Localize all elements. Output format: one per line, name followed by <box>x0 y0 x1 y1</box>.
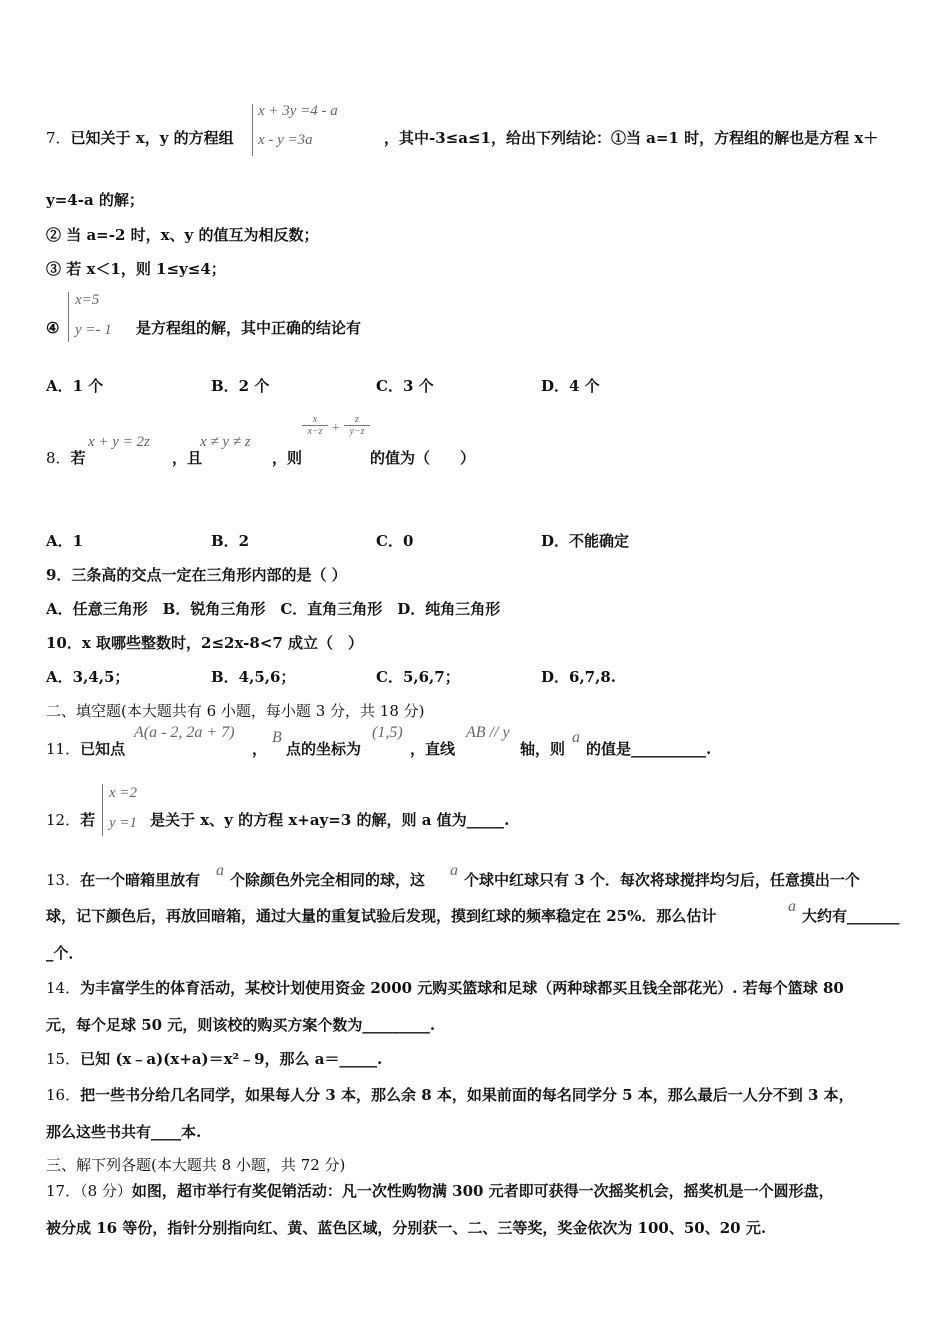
q8-plus: + <box>331 421 341 436</box>
q7-c4-eq1: x=5 <box>75 292 100 308</box>
q11-t4: 轴，则 <box>520 740 566 758</box>
q13-line3: _个． <box>46 944 84 962</box>
q11-line-ab: AB // y <box>466 724 510 741</box>
section-3-heading: 三、解下列各题(本大题共 8 小题，共 72 分) <box>46 1156 346 1174</box>
q17-line2: 被分成 16 等份，指针分别指向红、黄、蓝色区域，分别获一、二、三等奖，奖金依次为 100、50、20 元. <box>46 1219 767 1237</box>
q13-var-a-3: a <box>788 898 796 915</box>
q16-number: 16． <box>46 1086 81 1104</box>
q10-option-b[interactable]: B．4,5,6； <box>211 668 296 686</box>
q13-t2: 个除颜色外完全相同的球，这 <box>230 871 426 889</box>
q11-var-a: a <box>572 729 580 746</box>
q13-var-a-1: a <box>216 862 224 879</box>
q10-option-d[interactable]: D．6,7,8. <box>541 668 616 686</box>
q7-conclusion-4-text: 是方程组的解，其中正确的结论有 <box>136 319 362 337</box>
q12-eq1: x =2 <box>109 785 138 801</box>
q8-fraction-2-numerator: z <box>355 414 359 425</box>
q13-t1: 在一个暗箱里放有 <box>80 871 201 889</box>
q8-option-b[interactable]: B．2 <box>211 532 250 550</box>
q8-mid: ，且 <box>172 449 203 467</box>
q11-point-b: B <box>272 729 282 746</box>
q8-postfix: 的值为（ ） <box>370 449 476 467</box>
q7-prefix: 已知关于 x，y 的方程组 <box>70 129 234 147</box>
q7-conclusion-4-mark: ④ <box>46 319 60 337</box>
q7-system-brace <box>252 104 253 156</box>
q14-line2: 元，每个足球 50 元，则该校的购买方案个数为_________. <box>46 1016 436 1034</box>
q13-line2b: 大约有_______ <box>802 907 900 925</box>
q8-fraction-2 <box>344 414 370 437</box>
q13-t3: 个球中红球只有 3 个．每次将球搅拌均匀后，任意摸出一个 <box>464 871 860 889</box>
q14-line1: 为丰富学生的体育活动，某校计划使用资金 2000 元购买篮球和足球（两种球都买且钱全部花光）. 若每个篮球 80 <box>80 979 844 997</box>
q7-option-d[interactable]: D．4 个 <box>541 377 600 395</box>
q8-option-a[interactable]: A．1 <box>46 532 84 550</box>
q12-number: 12． <box>46 811 81 829</box>
q11-t1: ， <box>252 740 268 758</box>
q7-conclusion-2: ② 当 a=-2 时，x、y 的值互为相反数； <box>46 226 319 244</box>
q13-number: 13． <box>46 871 81 889</box>
q15-stem <box>46 1049 382 1069</box>
q11-point-a: A(a - 2, 2a + 7) <box>134 724 235 741</box>
q12-prefix: 若 <box>80 811 96 829</box>
q7-postfix: ，其中-3≤a≤1，给出下列结论：①当 a=1 时，方程组的解也是方程 x＋ <box>384 129 879 147</box>
q11-t3: ，直线 <box>410 740 456 758</box>
q7-c4-eq2: y =- 1 <box>75 322 112 338</box>
q11-number: 11． <box>46 740 81 758</box>
q8-fraction-1-numerator: x <box>312 414 318 425</box>
q7-option-a[interactable]: A．1 个 <box>46 377 104 395</box>
q7-number: 7． <box>46 129 71 147</box>
q8-fraction-2-denominator: y−z <box>344 425 370 437</box>
q17-number: 17．（8 分） <box>46 1182 132 1200</box>
q12-eq2: y =1 <box>109 815 138 831</box>
q16-line1: 把一些书分给几名同学，如果每人分 3 本，那么余 8 本，如果前面的每名同学分 5 本，那么最后一人分不到 3 本， <box>80 1086 854 1104</box>
q11-prefix: 已知点 <box>80 740 126 758</box>
q9-options[interactable]: A．任意三角形 B．锐角三角形 C．直角三角形 D．纯角三角形 <box>46 600 501 618</box>
q13-var-a-2: a <box>450 862 458 879</box>
q7-c4-brace <box>68 292 69 342</box>
q10-option-a[interactable]: A．3,4,5； <box>46 668 130 686</box>
q8-math-condition-2: x ≠ y ≠ z <box>200 434 251 450</box>
q11-t2: 点的坐标为 <box>286 740 362 758</box>
q8-fraction-1-denominator: x−z <box>302 425 328 437</box>
q16-line2: 那么这些书共有____本. <box>46 1123 202 1141</box>
q12-postfix: 是关于 x、y 的方程 x+ay=3 的解，则 a 值为_____. <box>150 811 510 829</box>
q14-number: 14． <box>46 979 81 997</box>
q7-option-b[interactable]: B．2 个 <box>211 377 270 395</box>
q17-line1: 如图，超市举行有奖促销活动：凡一次性购物满 300 元者即可获得一次摇奖机会，摇奖机是一个圆形盘， <box>131 1182 834 1200</box>
q8-option-d[interactable]: D．不能确定 <box>541 532 630 550</box>
q10-option-c[interactable]: C．5,6,7； <box>376 668 460 686</box>
q7-equation-1: x + 3y =4 - a <box>258 103 338 119</box>
q8-mid2: ，则 <box>272 449 303 467</box>
q8-fraction-1 <box>302 414 328 437</box>
q8-option-c[interactable]: C．0 <box>376 532 414 550</box>
q15-number: 15． <box>46 1050 81 1068</box>
q12-system-brace <box>102 784 103 836</box>
q11-t5: 的值是__________. <box>586 740 712 758</box>
q7-equation-2: x - y =3a <box>258 132 313 148</box>
q7-continuation: y=4-a 的解； <box>46 191 144 209</box>
q15-text: 已知 (x﹣a)(x+a)＝x²﹣9，那么 a＝_____. <box>80 1050 383 1068</box>
q8-math-condition-1: x + y = 2z <box>88 434 150 450</box>
q7-conclusion-3: ③ 若 x＜1，则 1≤y≤4； <box>46 260 226 278</box>
q8-number: 8． <box>46 449 71 467</box>
section-2-heading: 二、填空题(本大题共有 6 小题，每小题 3 分，共 18 分) <box>46 702 425 720</box>
q7-option-c[interactable]: C．3 个 <box>376 377 434 395</box>
q13-line2a: 球，记下颜色后，再放回暗箱，通过大量的重复试验后发现，摸到红球的频率稳定在 25%．那么估计 <box>46 907 717 925</box>
q10-stem: 10．x 取哪些整数时，2≤2x-8<7 成立（ ） <box>46 634 364 652</box>
q9-stem: 9．三条高的交点一定在三角形内部的是（ ） <box>46 566 347 584</box>
q8-prefix: 若 <box>70 449 86 467</box>
q11-coordinates: (1,5) <box>372 724 403 741</box>
